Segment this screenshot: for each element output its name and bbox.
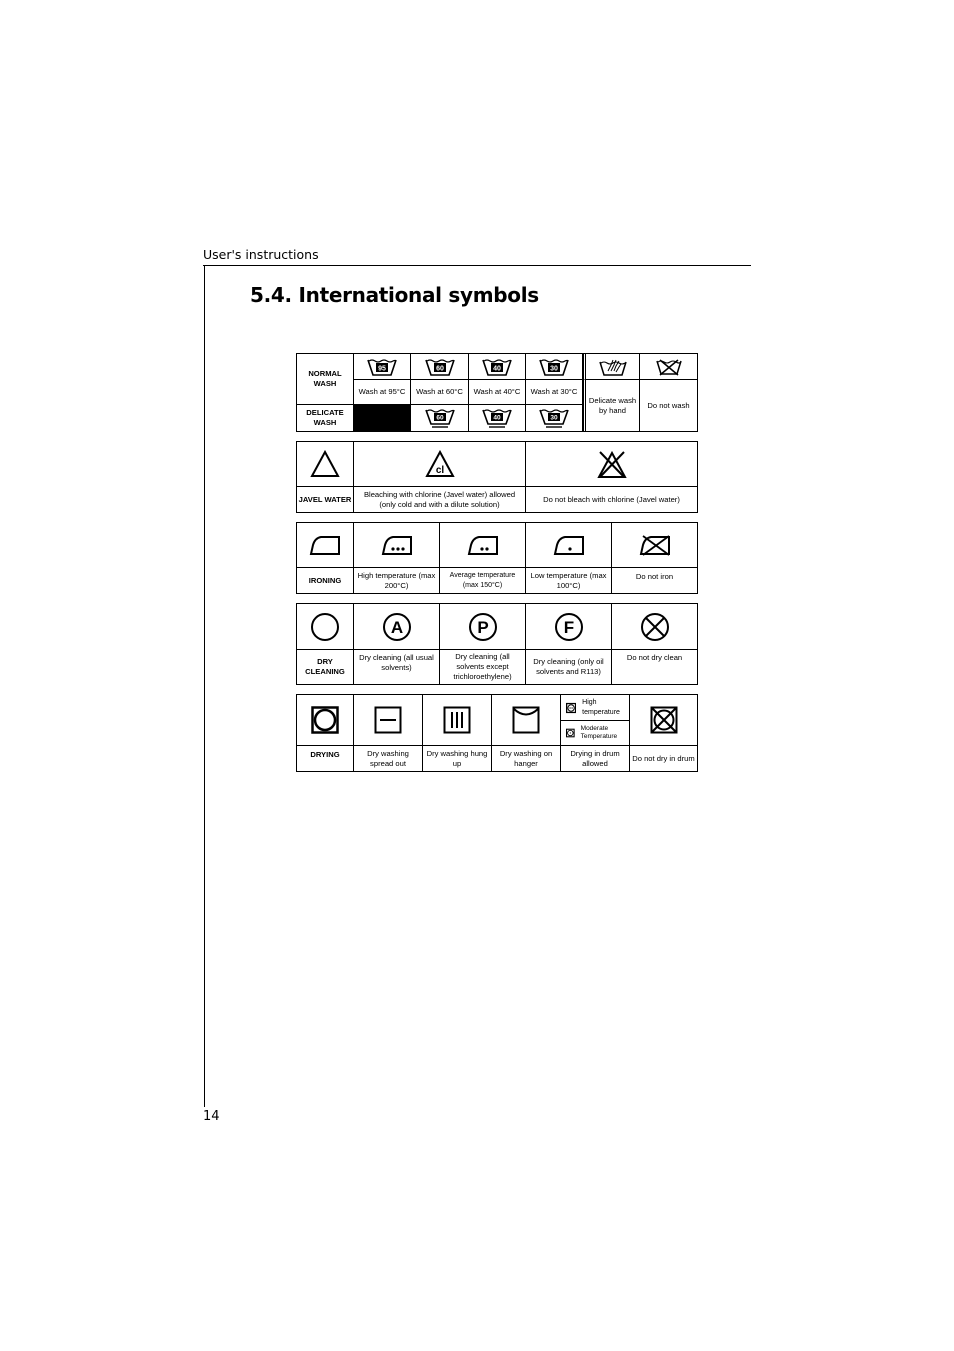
- ironing-label: IRONING: [297, 568, 354, 593]
- bleach-triangle-icon: [297, 442, 354, 487]
- line-dry-icon: [492, 695, 561, 746]
- dry-clean-circle-icon: [297, 604, 354, 650]
- iron-high-caption: High temperature (max 200°C): [354, 568, 440, 593]
- delicate-40-temp: 40: [493, 414, 501, 422]
- delicate-wash-40-icon: [469, 405, 526, 431]
- do-not-iron-icon: [612, 523, 697, 568]
- do-not-wash-caption: Do not wash: [647, 400, 690, 410]
- dry-flat-icon: [354, 695, 423, 746]
- dry-clean-f-caption: Dry cleaning (only oil solvents and R113): [526, 650, 612, 684]
- running-header: User's instructions: [203, 247, 319, 262]
- wash-95-temp: 95: [378, 365, 386, 372]
- drying-label: DRYING: [297, 746, 354, 771]
- bleach-allowed-caption: Bleaching with chlorine (Javel water) allowed (only cold and with a dilute solution): [354, 487, 526, 512]
- iron-average-caption: Average temperature (max 150°C): [440, 568, 526, 593]
- delicate-wash-30-icon: [526, 405, 583, 431]
- dry-clean-f-icon: [526, 604, 612, 650]
- iron-low-icon: [526, 523, 612, 568]
- drum-allowed-caption: Drying in drum allowed: [561, 746, 630, 771]
- tumble-dry-icon: [297, 695, 354, 746]
- dry-cleaning-label: DRY CLEANING: [297, 650, 354, 684]
- bleaching-table: [296, 441, 698, 513]
- dry-clean-letter-a: A: [390, 617, 403, 637]
- washing-table: [296, 353, 698, 432]
- dry-clean-a-caption: Dry cleaning (all usual solvents): [354, 650, 440, 684]
- wash-30-temp: 30: [550, 365, 558, 372]
- delicate-30-temp: 30: [550, 414, 558, 422]
- header-rule: [203, 265, 751, 266]
- delicate-wash-60-icon: [411, 405, 469, 431]
- do-not-dry-clean-icon: [612, 604, 697, 650]
- iron-average-icon: [440, 523, 526, 568]
- javel-water-label: JAVEL WATER: [297, 487, 354, 512]
- dry-clean-letter-p: P: [476, 617, 489, 637]
- wash-60-caption: Wash at 60°C: [411, 380, 469, 405]
- do-not-tumble-dry-icon: [630, 695, 697, 746]
- ironing-table: [296, 522, 698, 594]
- wash-40-temp: 40: [493, 365, 501, 372]
- wash-40-icon: [469, 354, 526, 380]
- delicate-95-blocked: [354, 405, 411, 431]
- page-number: 14: [203, 1109, 220, 1124]
- drum-high-icon: [566, 702, 576, 714]
- wash-95-icon: [354, 354, 411, 380]
- drip-dry-icon: [423, 695, 492, 746]
- dry-clean-p-caption: Dry cleaning (all solvents except trichloroethylene): [440, 650, 526, 684]
- drum-moderate-icon: [566, 727, 575, 739]
- bleach-allowed-icon: [354, 442, 526, 487]
- bleach-cl-text: cl: [435, 465, 444, 476]
- line-dry-caption: Dry washing on hanger: [492, 746, 561, 771]
- iron-high-icon: [354, 523, 440, 568]
- dry-clean-p-icon: [440, 604, 526, 650]
- drum-high-caption: High temperature: [582, 699, 620, 716]
- drum-high-row: [561, 695, 630, 721]
- do-not-wash-icon: [640, 354, 697, 380]
- dry-cleaning-table: [296, 603, 698, 685]
- delicate-60-temp: 60: [435, 414, 444, 422]
- do-not-dry-clean-caption: Do not dry clean: [626, 653, 683, 662]
- margin-rule: [204, 265, 205, 1107]
- drum-moderate-caption: Moderate Temperature: [580, 724, 618, 740]
- wash-30-icon: [526, 354, 583, 380]
- iron-low-caption: Low temperature (max 100°C): [526, 568, 612, 593]
- no-bleach-icon: [526, 442, 697, 487]
- normal-wash-label: NORMAL WASH: [297, 354, 354, 405]
- section-title: 5.4. International symbols: [250, 283, 539, 307]
- drip-dry-caption: Dry washing hung up: [423, 746, 492, 771]
- no-drum-caption: Do not dry in drum: [632, 753, 695, 763]
- wash-40-caption: Wash at 40°C: [469, 380, 526, 405]
- do-not-iron-caption: Do not iron: [635, 572, 674, 581]
- drum-moderate-row: [561, 721, 630, 746]
- dry-flat-caption: Dry washing spread out: [354, 746, 423, 771]
- wash-30-caption: Wash at 30°C: [526, 380, 583, 405]
- hand-wash-icon: [583, 354, 640, 380]
- wash-60-icon: [411, 354, 469, 380]
- no-bleach-caption: Do not bleach with chlorine (Javel water): [543, 494, 680, 504]
- dry-clean-a-icon: [354, 604, 440, 650]
- wash-95-caption: Wash at 95°C: [354, 380, 411, 405]
- drying-table: [296, 694, 698, 772]
- iron-icon: [297, 523, 354, 568]
- wash-60-temp: 60: [435, 365, 444, 372]
- hand-wash-caption: Delicate wash by hand: [583, 380, 640, 431]
- dry-clean-letter-f: F: [563, 617, 574, 637]
- delicate-wash-label: DELICATE WASH: [297, 405, 354, 431]
